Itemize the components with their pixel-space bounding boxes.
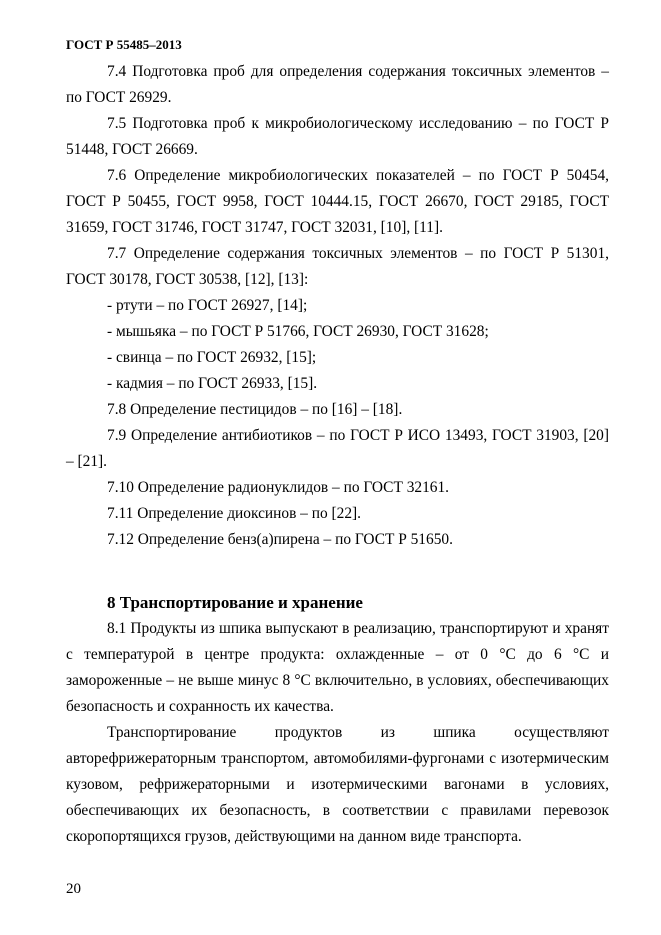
- paragraph-7-5: 7.5 Подготовка проб к микробиологическому исследованию – по ГОСТ Р 51448, ГОСТ 26669.: [66, 115, 609, 158]
- paragraph-7-11: 7.11 Определение диоксинов – по [22].: [107, 505, 361, 522]
- paragraph-7-10: 7.10 Определение радионуклидов – по ГОСТ 32161.: [107, 479, 450, 496]
- paragraph-7-6: 7.6 Определение микробиологических показателей – по ГОСТ Р 50454, ГОСТ Р 50455, ГОСТ 9958, ГОСТ 10444.15, ГОСТ 26670, ГОСТ 29185, ГОСТ 31659, ГОСТ 31746, ГОСТ 31747, ГОСТ 32031, [10], [11].: [66, 167, 609, 236]
- paragraph-7-8: 7.8 Определение пестицидов – по [16] – [18].: [107, 401, 403, 418]
- paragraph-7-12: 7.12 Определение бенз(а)пирена – по ГОСТ Р 51650.: [107, 531, 453, 548]
- paragraph-7-7: 7.7 Определение содержания токсичных элементов – по ГОСТ Р 51301, ГОСТ 30178, ГОСТ 30538, [12], [13]:: [66, 245, 609, 288]
- list-item-lead: - свинца – по ГОСТ 26932, [15];: [107, 349, 317, 366]
- list-item-mercury: - ртути – по ГОСТ 26927, [14];: [107, 297, 308, 314]
- paragraph-7-9: 7.9 Определение антибиотиков – по ГОСТ Р ИСО 13493, ГОСТ 31903, [20] – [21].: [66, 427, 609, 470]
- paragraph-7-4: 7.4 Подготовка проб для определения содержания токсичных элементов – по ГОСТ 26929.: [66, 63, 609, 106]
- document-code-header: ГОСТ Р 55485–2013: [66, 37, 182, 52]
- section-8-title: 8 Транспортирование и хранение: [107, 593, 363, 612]
- page-number: 20: [66, 881, 81, 897]
- paragraph-transport: Транспортирование продуктов из шпика осуществляют авторефрижераторным транспортом, автомобилями-фургонами с изотермическим кузовом, рефрижераторными и изотермическими вагонами в условиях, обеспечивающих их безопасность, в соответствии с правилами перевозок скоропортящихся грузов, действующими на данном виде транспорта.: [66, 724, 609, 845]
- paragraph-8-1: 8.1 Продукты из шпика выпускают в реализацию, транспортируют и хранят с температурой в центре продукта: охлажденные – от 0 °С до 6 °С и замороженные – не выше минус 8 °С включительно, в условиях, обеспечивающих безопасность и сохранность их качества.: [66, 620, 609, 715]
- document-body: [66, 59, 609, 850]
- list-item-arsenic: - мышьяка – по ГОСТ Р 51766, ГОСТ 26930, ГОСТ 31628;: [107, 323, 489, 340]
- list-item-cadmium: - кадмия – по ГОСТ 26933, [15].: [107, 375, 318, 392]
